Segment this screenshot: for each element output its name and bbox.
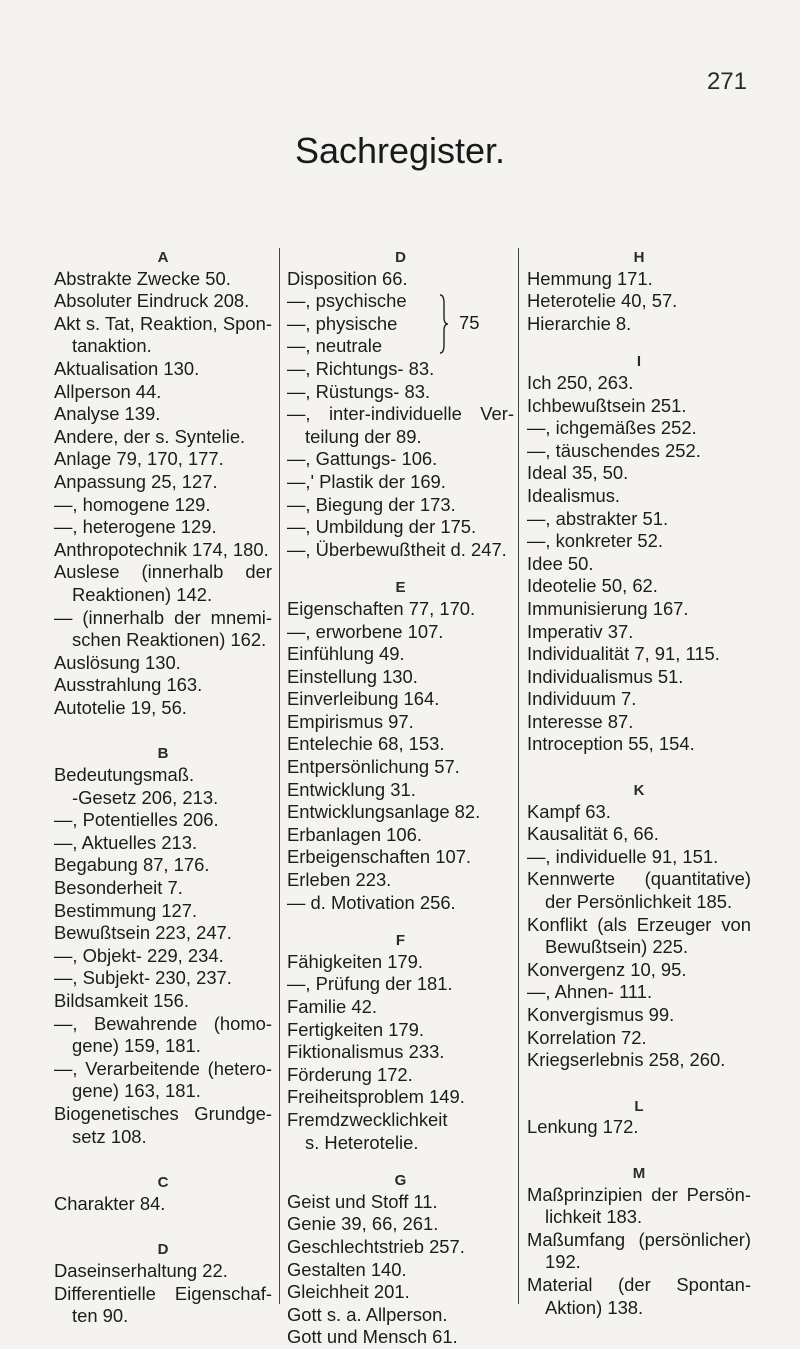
index-entry: Einfühlung 49. — [287, 643, 405, 665]
index-entry: der Persönlichkeit 185. — [545, 891, 733, 913]
index-entry: Fremdzwecklichkeit — [287, 1108, 448, 1130]
index-entry: —, Potentielles 206. — [54, 809, 219, 831]
brace-group — [287, 290, 514, 358]
index-entry: schen Reaktionen) 162. — [72, 629, 267, 651]
index-entry: Andere, der s. Syntelie. — [54, 425, 246, 447]
index-entry: Biogenetisches Grundge- — [54, 1102, 272, 1124]
index-entry: Maßprinzipien der Persön- — [527, 1183, 751, 1205]
index-entry: —, abstrakter 51. — [527, 507, 669, 529]
index-entry: Bestimmung 127. — [54, 899, 198, 921]
brace-page-ref: 75 — [459, 312, 480, 334]
index-entry: Fiktionalismus 233. — [287, 1041, 445, 1063]
index-entry: Genie 39, 66, 261. — [287, 1213, 439, 1235]
index-entry: Abstrakte Zwecke 50. — [54, 267, 231, 289]
index-entry: Lenkung 172. — [527, 1116, 639, 1138]
index-entry: s. Heterotelie. — [305, 1131, 419, 1153]
index-entry: Erleben 223. — [287, 869, 392, 891]
index-entry: Individuum 7. — [527, 688, 637, 710]
index-entry: Aktion) 138. — [545, 1296, 644, 1318]
index-entry: 192. — [545, 1251, 581, 1273]
index-column-1 — [54, 245, 272, 1328]
index-entry: Geschlechtstrieb 257. — [287, 1235, 465, 1257]
section-b — [54, 741, 272, 1148]
section-letter: L — [634, 1097, 644, 1115]
index-entry: Imperativ 37. — [527, 620, 634, 642]
index-entry: Konvergenz 10, 95. — [527, 958, 687, 980]
index-entry: Differentielle Eigenschaf- — [54, 1282, 272, 1304]
section-c — [54, 1170, 272, 1215]
index-entry: —, Rüstungs- 83. — [287, 380, 431, 402]
brace-icon — [439, 293, 449, 355]
index-entry: —, Prüfung der 181. — [287, 973, 453, 995]
index-entry: gene) 163, 181. — [72, 1080, 201, 1102]
index-entry: Fertigkeiten 179. — [287, 1018, 424, 1040]
index-entry: tanaktion. — [72, 335, 152, 357]
index-column-3 — [527, 245, 751, 1319]
index-entry: Allperson 44. — [54, 380, 162, 402]
index-entry: Gott s. a. Allperson. — [287, 1303, 448, 1325]
index-entry: Entpersönlichung 57. — [287, 756, 460, 778]
index-entry: Charakter 84. — [54, 1192, 166, 1214]
index-entry: Eigenschaften 77, 170. — [287, 597, 476, 619]
index-entry: Hierarchie 8. — [527, 312, 632, 334]
index-entry: —, Subjekt- 230, 237. — [54, 967, 232, 989]
index-entry: —, täuschendes 252. — [527, 439, 701, 461]
index-entry: —, Überbewußtheit d. 247. — [287, 538, 507, 560]
index-entry: Bildsamkeit 156. — [54, 990, 189, 1011]
index-entry: —, Objekt- 229, 234. — [54, 944, 224, 966]
index-entry: Bewußtsein) 225. — [545, 936, 689, 958]
index-entry: Konvergismus 99. — [527, 1004, 675, 1025]
index-entry: Kriegserlebnis 258, 260. — [527, 1049, 726, 1071]
section-k — [527, 778, 751, 1072]
section-letter: I — [636, 353, 642, 371]
index-entry: Erbeigenschaften 107. — [287, 846, 472, 868]
index-entry: Material (der Spontan- — [527, 1273, 751, 1295]
section-letter: H — [633, 249, 645, 266]
index-entry: Individualität 7, 91, 115. — [527, 643, 720, 665]
index-entry: Ideotelie 50, 62. — [527, 575, 658, 597]
index-entry: —, Aktuelles 213. — [54, 831, 198, 853]
index-entry: — d. Motivation 256. — [287, 891, 456, 913]
index-entry: —, psychische — [287, 290, 407, 312]
index-entry: Gott und Mensch 61. — [287, 1326, 458, 1348]
section-letter: D — [157, 1241, 169, 1259]
index-entry: Korrelation 72. — [527, 1026, 647, 1048]
index-entry: —, konkreter 52. — [527, 530, 663, 552]
index-entry: —, Gattungs- 106. — [287, 448, 438, 470]
index-entry: Erbanlagen 106. — [287, 823, 422, 845]
section-d — [287, 245, 514, 561]
index-entry: Aktualisation 130. — [54, 357, 200, 379]
index-entry: —, Bewahrende (homo- — [54, 1012, 272, 1034]
index-entry: gene) 159, 181. — [72, 1035, 201, 1057]
index-entry: Gleichheit 201. — [287, 1281, 410, 1303]
index-entry: Interesse 87. — [527, 710, 634, 732]
section-letter: E — [395, 579, 406, 597]
index-entry: Analyse 139. — [54, 403, 161, 425]
index-entry: Empirismus 97. — [287, 710, 414, 732]
index-entry: Akt s. Tat, Reaktion, Spon- — [54, 312, 272, 334]
section-m — [527, 1161, 751, 1319]
index-entry: —, erworbene 107. — [287, 620, 444, 642]
index-entry: teilung der 89. — [305, 425, 422, 447]
index-entry: Förderung 172. — [287, 1063, 413, 1085]
index-entry: -Gesetz 206, 213. — [72, 786, 219, 808]
index-entry: Kausalität 6, 66. — [527, 823, 659, 845]
index-entry: Disposition 66. — [287, 267, 408, 289]
index-entry: —, homogene 129. — [54, 493, 211, 515]
index-column-2 — [287, 245, 514, 1349]
section-i — [527, 349, 751, 756]
section-l — [527, 1094, 751, 1139]
section-letter: B — [157, 745, 169, 763]
index-entry: — (innerhalb der mnemi- — [54, 606, 272, 628]
index-entry: —, Umbildung der 175. — [287, 516, 477, 538]
index-entry: —, Ahnen- 111. — [527, 981, 653, 1003]
index-entry: Ich 250, 263. — [527, 371, 634, 393]
index-entry: Idealismus. — [527, 484, 621, 506]
index-entry: Auslösung 130. — [54, 651, 181, 673]
index-entry: Reaktionen) 142. — [72, 583, 213, 605]
index-entry: Ideal 35, 50. — [527, 462, 629, 484]
index-entry: —, Verarbeitende (hetero- — [54, 1057, 272, 1079]
index-entry: Begabung 87, 176. — [54, 854, 210, 876]
index-entry: Ausstrahlung 163. — [54, 674, 203, 696]
index-entry: Fähigkeiten 179. — [287, 950, 423, 972]
index-entry: Heterotelie 40, 57. — [527, 290, 678, 312]
index-entry: Besonderheit 7. — [54, 877, 183, 899]
index-entry: lichkeit 183. — [545, 1206, 643, 1228]
index-entry: Auslese (innerhalb der — [54, 561, 272, 583]
section-letter: C — [157, 1174, 169, 1192]
section-f — [287, 928, 514, 1154]
index-entry: Geist und Stoff 11. — [287, 1190, 438, 1212]
index-entry: —, neutrale — [287, 335, 383, 357]
index-entry: Anthropotechnik 174, 180. — [54, 538, 269, 560]
index-entry: Idee 50. — [527, 552, 594, 574]
column-divider — [279, 248, 280, 1304]
index-entry: Individualismus 51. — [527, 665, 684, 687]
index-entry: —, inter-individuelle Ver- — [287, 403, 514, 425]
section-letter: K — [633, 782, 645, 800]
page-title: Sachregister. — [294, 130, 506, 171]
index-entry: Entelechie 68, 153. — [287, 733, 445, 755]
index-entry: —, Biegung der 173. — [287, 493, 456, 515]
index-entry: Bewußtsein 223, 247. — [54, 922, 232, 944]
index-entry: Ichbewußtsein 251. — [527, 394, 687, 416]
index-entry: Kampf 63. — [527, 800, 611, 822]
index-entry: Daseinserhaltung 22. — [54, 1259, 228, 1281]
index-entry: Anlage 79, 170, 177. — [54, 448, 224, 470]
index-entry: Einverleibung 164. — [287, 688, 440, 710]
section-letter: M — [632, 1164, 646, 1182]
section-letter: D — [395, 249, 406, 266]
section-letter: A — [157, 249, 169, 266]
index-entry: Immunisierung 167. — [527, 597, 689, 619]
index-entry: Maßumfang (persönlicher) — [527, 1228, 751, 1250]
section-h — [527, 245, 751, 335]
index-entry: Bedeutungsmaß. — [54, 764, 195, 786]
index-entry: Hemmung 171. — [527, 267, 653, 289]
index-entry: setz 108. — [72, 1125, 147, 1147]
index-entry: Freiheitsproblem 149. — [287, 1086, 465, 1108]
section-letter: F — [395, 932, 406, 950]
page-number: 271 — [706, 68, 747, 95]
index-entry: —, heterogene 129. — [54, 516, 217, 538]
index-entry: Introception 55, 154. — [527, 733, 695, 755]
index-entry: Konflikt (als Erzeuger von — [527, 913, 751, 935]
section-e — [287, 575, 514, 914]
index-entry: —, Richtungs- 83. — [287, 357, 435, 379]
index-entry: Absoluter Eindruck 208. — [54, 290, 250, 312]
section-g — [287, 1168, 514, 1349]
section-d — [54, 1237, 272, 1327]
index-entry: Autotelie 19, 56. — [54, 696, 187, 718]
index-entry: Gestalten 140. — [287, 1258, 407, 1280]
index-entry: ten 90. — [72, 1305, 129, 1327]
index-entry: —,' Plastik der 169. — [287, 470, 446, 492]
index-entry: Kennwerte (quantitative) — [527, 868, 751, 890]
index-entry: Einstellung 130. — [287, 665, 418, 687]
index-entry: Familie 42. — [287, 996, 377, 1017]
column-divider — [518, 248, 519, 1304]
index-entry: —, physische — [287, 312, 398, 334]
index-entry: Entwicklungsanlage 82. — [287, 801, 481, 823]
index-entry: —, individuelle 91, 151. — [527, 845, 719, 867]
index-entry: Anpassung 25, 127. — [54, 470, 218, 492]
section-letter: G — [394, 1172, 407, 1190]
index-entry: —, ichgemäßes 252. — [527, 417, 697, 439]
section-a — [54, 245, 272, 719]
index-entry: Entwicklung 31. — [287, 778, 416, 800]
